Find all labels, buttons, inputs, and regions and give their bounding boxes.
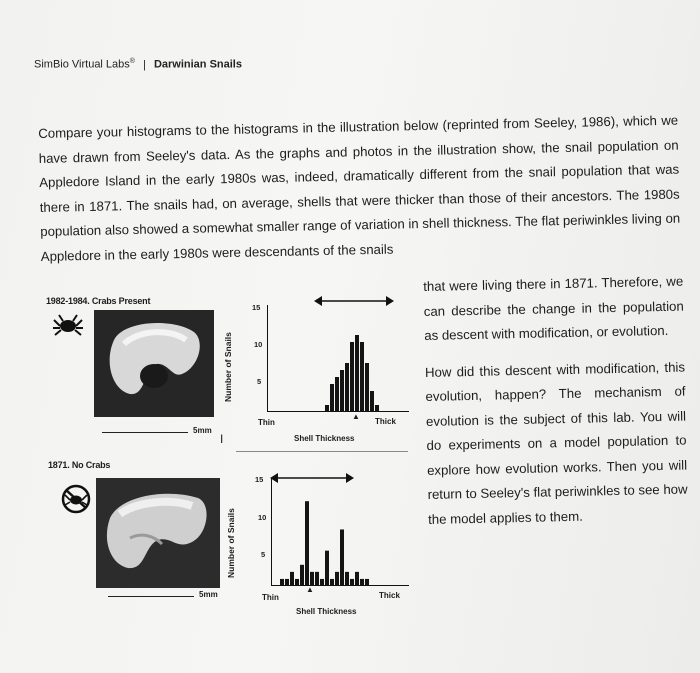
brand-mark: ® [129,58,135,65]
divider [236,451,408,452]
histogram-bar [375,405,379,412]
y-axis-label-bottom: Number of Snails [226,508,236,578]
y-tick-5-bottom: 5 [261,550,266,559]
thick-label-top: Thick [375,417,396,426]
section-title: Darwinian Snails [153,58,242,71]
histogram-bar [350,342,354,412]
intro-paragraph: Compare your histograms to the histograms in the illustration below (reprinted from Seeley, 1986), which we have drawn from Seeley's data. As the graphs and photos in the illustration show, the snail population on Appledore Island in the early 1980s was, indeed, dramatically different from the snail population that was there in 1871. The snails had, on average, shells that were thicker than those of their ancestors. The 1980s population also showed a somewhat smaller range of variation in shell thickness. The flat periwinkles living on Appledore in the early 1980s were descendants of the snails [38,112,681,264]
histogram-bar [355,572,359,586]
y-tick-15-bottom: 15 [255,475,264,484]
histogram-bar [360,342,364,412]
shell-photo-bottom [96,478,220,588]
figure-bottom-label: 1871. No Crabs [48,460,111,470]
histogram-bar [285,579,289,586]
crab-crossed-icon [60,484,92,514]
histogram-bar [320,579,324,586]
y-tick-10-bottom: 10 [258,513,267,522]
histogram-bar [280,579,284,586]
figure-top-label: 1982-1984. Crabs Present [46,296,151,306]
thin-label-bottom: Thin [262,593,279,602]
histogram-bar [365,579,369,586]
cursor-glyph: I [220,432,224,446]
scale-bar-top [102,432,188,433]
crab-icon [52,312,84,338]
histogram-bar [330,579,334,586]
y-tick-10-top: 10 [254,340,263,349]
histogram-bar [335,377,339,412]
histogram-bar [295,579,299,586]
histogram-bar [335,572,339,586]
histogram-bar [325,405,329,412]
histogram-bar [330,384,334,412]
histogram-bar [355,335,359,412]
histogram-bar [365,363,369,412]
scale-label-bottom: 5mm [199,590,218,599]
header [34,58,242,71]
histogram-top [267,305,409,412]
histogram-bar [325,551,329,586]
histogram-bar [300,565,304,586]
histogram-bar [340,370,344,412]
col-paragraph-2: How did this descent with modification, this evolution, happen? The mechanism of evolution is the subject of this lab. You will do experiments on a model population to explore how evolution works. Then you will return to Seeley's flat periwinkles to see how the model applies to them. [424,359,688,527]
x-axis-label-top: Shell Thickness [294,434,355,443]
histogram-bar [345,572,349,586]
y-tick-5-top: 5 [257,377,262,386]
header-separator: | [143,58,146,71]
histogram-bar [350,579,354,586]
thin-label-top: Thin [258,418,275,427]
histogram-bottom [271,478,409,586]
col-paragraph-1: that were living there in 1871. Therefore, we can describe the change in the population as descent with modification, or evolution. [423,273,684,343]
histogram-bar [310,572,314,586]
scale-bar-bottom [108,596,194,597]
shell-photo-top [94,310,214,417]
histogram-bar [305,501,309,586]
histogram-bar [370,391,374,412]
marker-bottom: ▲ [306,585,314,594]
histogram-bar [315,572,319,586]
histogram-bar [345,363,349,412]
x-axis-label-bottom: Shell Thickness [296,607,357,616]
histogram-bar [290,572,294,586]
histogram-bar [340,529,344,586]
marker-top: ▲ [352,412,360,421]
brand-name: SimBio Virtual Labs [34,58,130,71]
thick-label-bottom: Thick [379,591,400,600]
y-tick-15-top: 15 [252,303,261,312]
histogram-bar [360,579,364,586]
right-column [423,270,689,544]
scale-label-top: 5mm [193,426,212,435]
y-axis-label-top: Number of Snails [223,332,233,402]
